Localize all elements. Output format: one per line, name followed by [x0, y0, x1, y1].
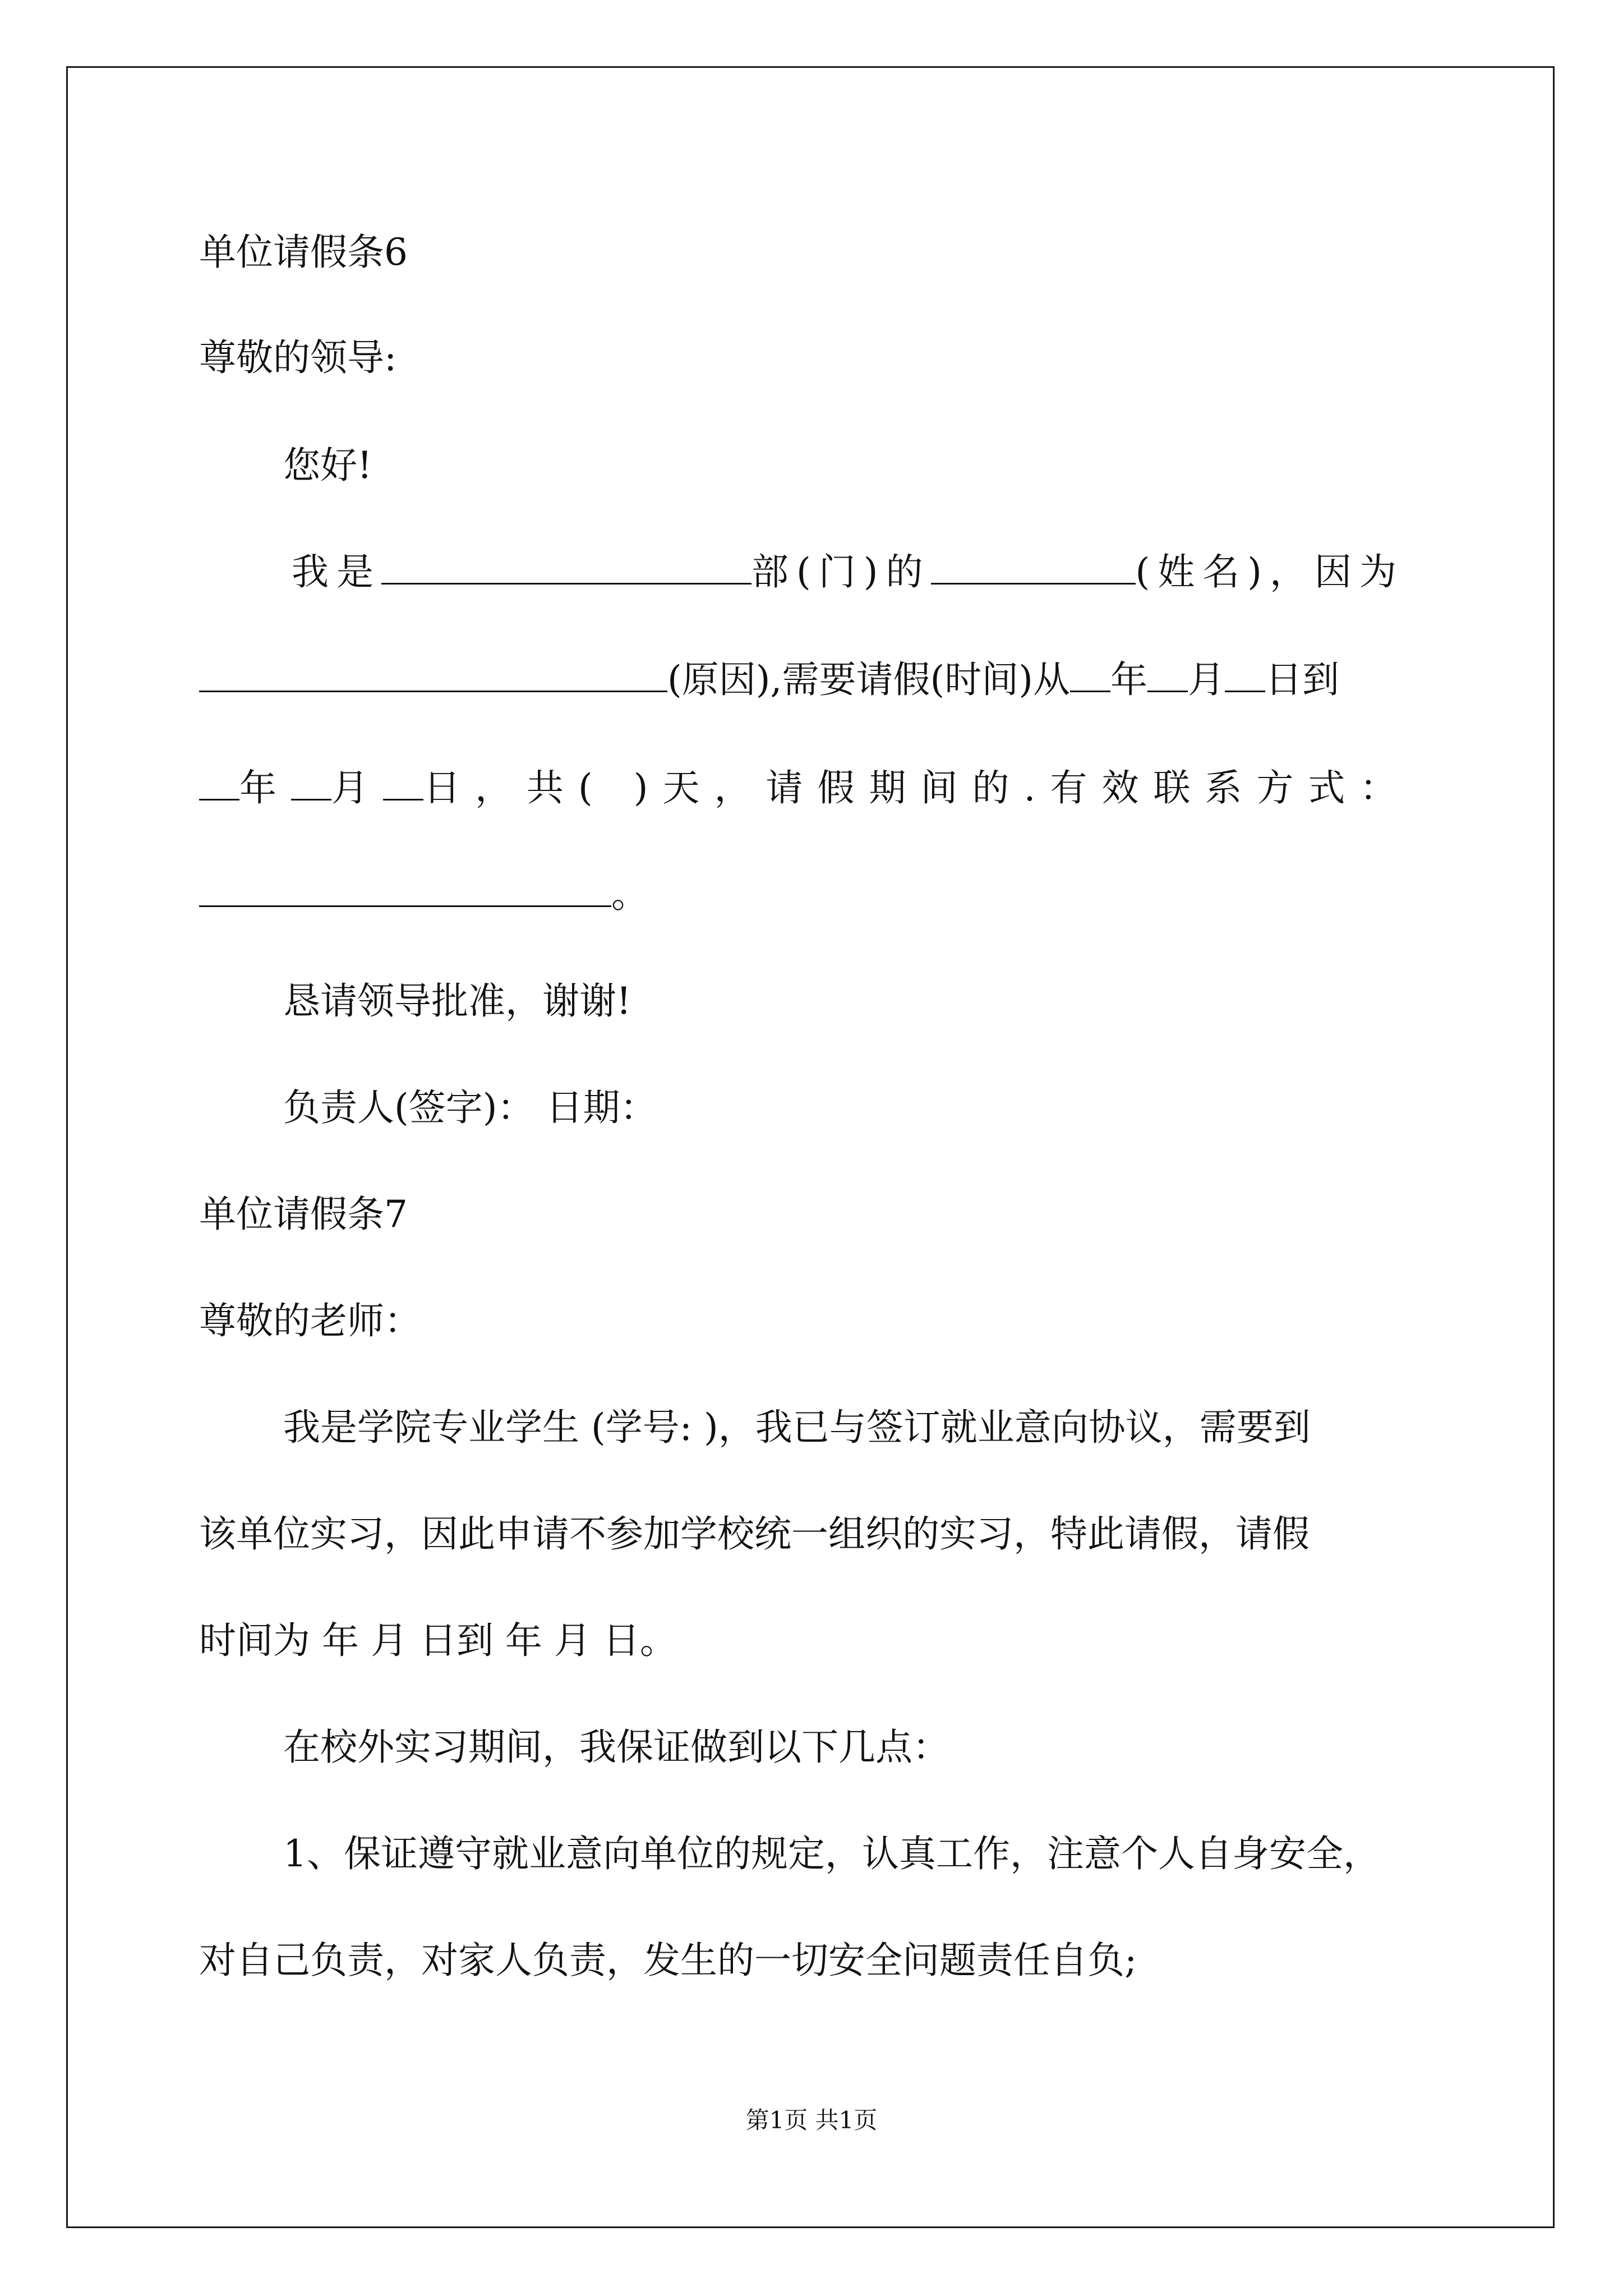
line3-text-b: 月: [331, 766, 383, 809]
section6-line2: [199, 657, 1433, 702]
section6-line4: [199, 872, 1433, 917]
line1-text-c: (姓名)，因为: [1135, 550, 1404, 593]
line2-text-a: (原因),需要请假(时间)从: [667, 658, 1070, 701]
start-year-blank[interactable]: [1070, 660, 1110, 692]
section6-greeting: 您好!: [283, 444, 372, 487]
section6-salutation: 尊敬的领导:: [199, 336, 397, 379]
page-border: [66, 66, 1555, 2228]
line1-text-b: 部(门)的: [751, 550, 931, 593]
line2-text-c: 月: [1187, 658, 1225, 701]
section6-signature: 负责人(签字)： 日期：: [283, 1086, 657, 1129]
section7-para1-line2: 该单位实习，因此申请不参加学校统一组织的实习，特此请假，请假: [199, 1512, 1310, 1556]
end-year-blank[interactable]: [199, 769, 239, 800]
name-blank[interactable]: [931, 553, 1136, 585]
line3-text-c: 日，共( )天，请假期间的.有效联系方式：: [423, 766, 1412, 809]
section7-para2: 在校外实习期间，我保证做到以下几点：: [283, 1726, 949, 1769]
start-month-blank[interactable]: [1147, 660, 1188, 692]
section7-item1-line1: 1、保证遵守就业意向单位的规定，认真工作，注意个人自身安全，: [283, 1832, 1380, 1875]
section6-line1: [292, 550, 1525, 595]
contact-blank[interactable]: [199, 875, 611, 907]
section6-line3: [199, 766, 1433, 811]
section7-item1-line2: 对自己负责，对家人负责，发生的一切安全问题责任自负;: [199, 1939, 1137, 1982]
line1-text-a: 我是: [292, 550, 381, 593]
section7-para1-line1: 我是学院专业学生 (学号: )，我已与签订就业意向协议，需要到: [283, 1406, 1311, 1449]
start-day-blank[interactable]: [1225, 660, 1265, 692]
line2-text-d: 日到: [1265, 658, 1339, 701]
end-day-blank[interactable]: [383, 769, 423, 800]
section6-request: 恳请领导批准，谢谢!: [283, 979, 631, 1023]
section7-para1-line3: 时间为 年 月 日到 年 月 日。: [199, 1619, 677, 1662]
end-month-blank[interactable]: [291, 769, 331, 800]
line4-text-end: 。: [611, 873, 648, 916]
section7-salutation: 尊敬的老师：: [199, 1299, 421, 1342]
page-footer: 第1页 共1页: [745, 2106, 878, 2134]
section6-heading: 单位请假条6: [199, 231, 408, 274]
reason-blank[interactable]: [199, 660, 667, 692]
line3-text-a: 年: [239, 766, 291, 809]
line2-text-b: 年: [1110, 658, 1147, 701]
section7-heading: 单位请假条7: [199, 1193, 408, 1236]
name-dept-blank[interactable]: [381, 553, 751, 585]
